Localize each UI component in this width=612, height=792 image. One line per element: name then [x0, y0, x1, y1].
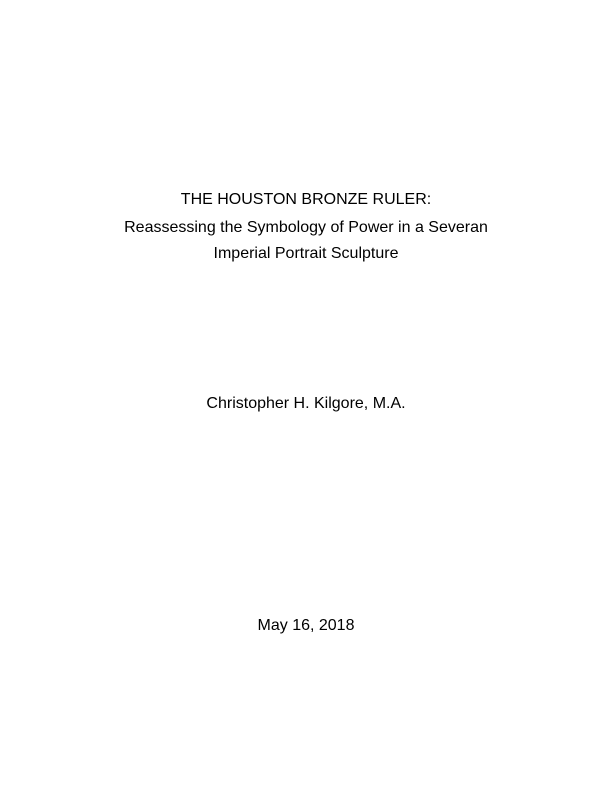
author-name: Christopher H. Kilgore, M.A.	[206, 395, 406, 412]
publication-date: May 16, 2018	[257, 617, 355, 634]
title-line-1: THE HOUSTON BRONZE RULER:	[180, 191, 432, 208]
subtitle-line-1: Reassessing the Symbology of Power in a Severan	[124, 219, 488, 236]
subtitle-line-2: Imperial Portrait Sculpture	[213, 245, 399, 262]
